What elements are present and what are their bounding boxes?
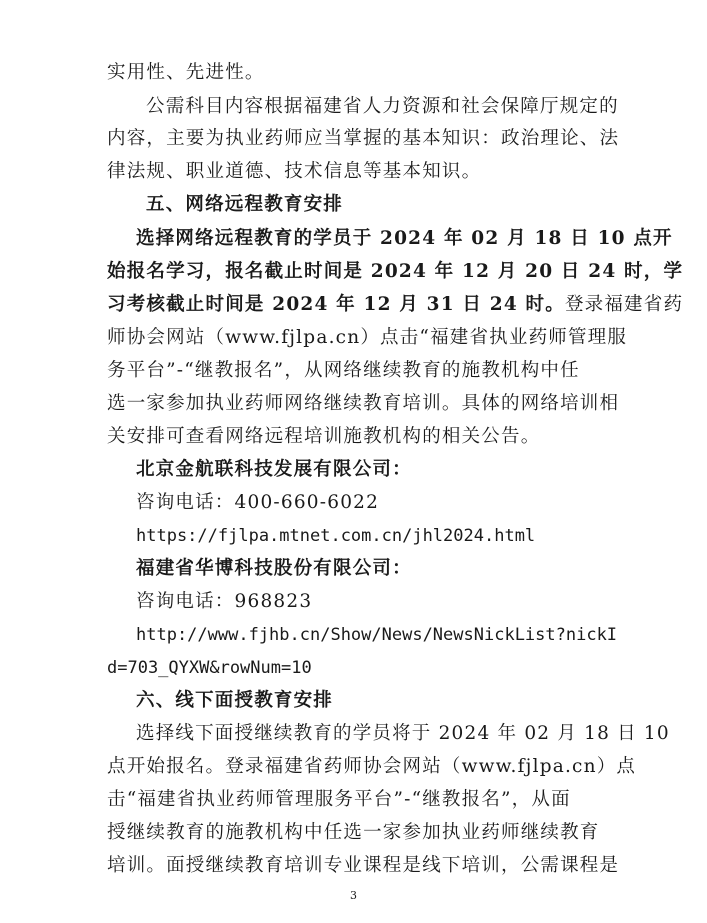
url-link[interactable]: https://fjlpa.mtnet.com.cn/jhl2024.html <box>136 526 536 546</box>
text-line: 点开始报名。登录福建省药师协会网站（www.fjlpa.cn）点 <box>107 756 637 777</box>
text-line: 务平台”-“继教报名”，从网络继续教育的施教机构中任 <box>107 360 580 381</box>
text-line: 选择网络远程教育的学员于 2024 年 02 月 18 日 10 点开 <box>136 228 673 249</box>
text-line: 律法规、职业道德、技术信息等基本知识。 <box>107 161 482 182</box>
phone-line: 咨询电话：968823 <box>136 591 313 612</box>
bold-segment: 习考核截止时间是 2024 年 12 月 31 日 24 时。 <box>107 294 565 315</box>
phone-line: 咨询电话：400-660-6022 <box>136 492 380 513</box>
text-line: 内容，主要为执业药师应当掌握的基本知识：政治理论、法 <box>107 128 620 149</box>
url-link[interactable]: http://www.fjhb.cn/Show/News/NewsNickList?nickI <box>136 625 618 645</box>
text-line: 实用性、先进性。 <box>107 62 265 83</box>
text-line: 培训。面授继续教育培训专业课程是线下培训，公需课程是 <box>107 855 620 876</box>
text-line: 公需科目内容根据福建省人力资源和社会保障厅规定的 <box>146 96 619 117</box>
text-line: 师协会网站（www.fjlpa.cn）点击“福建省执业药师管理服 <box>107 327 628 348</box>
text-line: 授继续教育的施教机构中任选一家参加执业药师继续教育 <box>107 822 600 843</box>
text-line: 击“福建省执业药师管理服务平台”-“继教报名”，从面 <box>107 789 571 810</box>
text-line: 选一家参加执业药师网络继续教育培训。具体的网络培训相 <box>107 393 620 414</box>
company-name: 福建省华博科技股份有限公司： <box>136 558 412 579</box>
section-heading: 六、线下面授教育安排 <box>136 690 334 711</box>
page-number: 3 <box>350 889 357 902</box>
text-line: 始报名学习，报名截止时间是 2024 年 12 月 20 日 24 时，学 <box>107 261 684 282</box>
url-link-continued[interactable]: d=703_QYXW&rowNum=10 <box>107 658 312 678</box>
text-line <box>107 292 684 318</box>
company-name: 北京金航联科技发展有限公司： <box>136 459 412 480</box>
text-line: 选择线下面授继续教育的学员将于 2024 年 02 月 18 日 10 <box>136 723 670 744</box>
plain-segment: 登录福建省药 <box>564 294 684 315</box>
section-heading: 五、网络远程教育安排 <box>146 194 344 215</box>
text-line: 关安排可查看网络远程培训施教机构的相关公告。 <box>107 426 541 447</box>
